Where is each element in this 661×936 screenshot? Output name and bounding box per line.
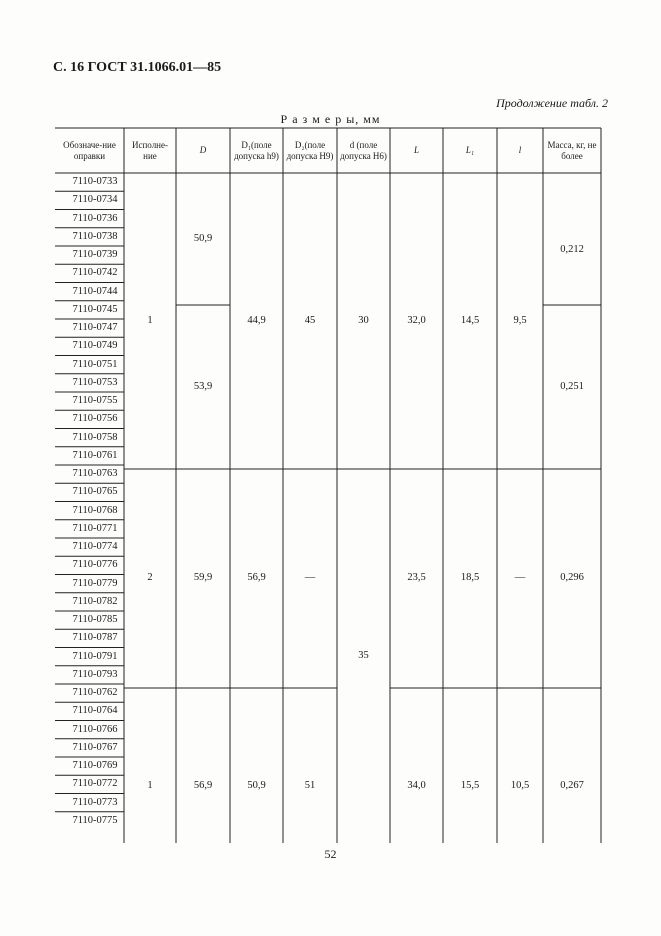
column-header-L: L xyxy=(413,145,419,156)
table-row-designation: 7110-0774 xyxy=(72,541,118,553)
table-row-designation: 7110-0764 xyxy=(72,705,118,717)
column-header-D2: D₂(поле допуска H9) xyxy=(286,139,334,161)
group3-L: 34,0 xyxy=(407,779,426,791)
group1-D1: 44,9 xyxy=(247,314,266,326)
group1-l: 9,5 xyxy=(513,314,527,326)
table-row-designation: 7110-0763 xyxy=(72,468,118,480)
table-row-designation: 7110-0787 xyxy=(72,632,118,644)
table-row-designation: 7110-0768 xyxy=(72,504,118,516)
table-row-designation: 7110-0742 xyxy=(72,267,118,279)
page-number: 52 xyxy=(324,847,337,861)
table-row-designation: 7110-0755 xyxy=(72,395,118,407)
table-row-designation: 7110-0782 xyxy=(72,595,118,607)
table-row-designation: 7110-0767 xyxy=(72,741,118,753)
table-row-designation: 7110-0756 xyxy=(72,413,118,425)
table-continuation-note: Продолжение табл. 2 xyxy=(496,96,608,110)
group2-L: 23,5 xyxy=(407,572,426,584)
table-row-designation: 7110-0762 xyxy=(72,687,118,699)
table-row-designation: 7110-0733 xyxy=(72,176,118,188)
table-row-designation: 7110-0738 xyxy=(72,230,118,242)
table-row-designation: 7110-0747 xyxy=(72,322,118,334)
table-row-designation: 7110-0745 xyxy=(72,303,118,315)
table-row-designation: 7110-0765 xyxy=(72,486,118,498)
group1-D-a: 50,9 xyxy=(193,232,213,244)
group1-version: 1 xyxy=(147,314,153,326)
group1-L: 32,0 xyxy=(407,314,426,326)
table-row-designation: 7110-0791 xyxy=(72,650,118,662)
group3-version: 1 xyxy=(147,779,153,791)
table-row-designation: 7110-0769 xyxy=(72,760,118,772)
group3-D: 56,9 xyxy=(193,779,213,791)
column-header-D: D xyxy=(199,145,207,156)
column-header-mass: Масса, кг, не более xyxy=(547,139,597,161)
table-row-designation: 7110-0734 xyxy=(72,194,118,206)
page-header: С. 16 ГОСТ 31.1066.01—85 xyxy=(53,60,222,75)
sizes-caption: Р а з м е р ы, мм xyxy=(280,112,381,126)
group2-L1: 18,5 xyxy=(460,572,480,584)
group1-D2: 45 xyxy=(304,314,316,326)
table-row-designation: 7110-0744 xyxy=(72,285,118,297)
group2-D: 59,9 xyxy=(193,572,213,584)
table-row-designation: 7110-0749 xyxy=(72,340,118,352)
table-row-designation: 7110-0739 xyxy=(72,249,118,261)
column-header-designation: Обозначе-ние оправки xyxy=(63,139,116,161)
table-row-designation: 7110-0772 xyxy=(72,778,118,790)
group2-d: 35 xyxy=(358,649,369,661)
table-row-designation: 7110-0775 xyxy=(72,814,118,826)
table-row-designation: 7110-0779 xyxy=(72,577,118,589)
column-header-l: l xyxy=(518,145,522,156)
group2-mass: 0,296 xyxy=(560,572,584,584)
column-header-D1: D₁(поле допуска h9) xyxy=(234,139,279,161)
group2-D1: 56,9 xyxy=(247,572,266,584)
group1-mass-b: 0,251 xyxy=(560,380,584,392)
table-row-designation: 7110-0771 xyxy=(72,522,118,534)
table-row-designation: 7110-0751 xyxy=(72,358,118,370)
column-header-L1: L₁ xyxy=(465,145,475,156)
group2-D2: — xyxy=(304,572,316,584)
table-row-designation: 7110-0736 xyxy=(72,212,118,224)
column-header-d: d (поле допуска H6) xyxy=(340,139,387,161)
group1-mass-a: 0,212 xyxy=(560,244,584,256)
table-row-designation: 7110-0785 xyxy=(72,614,118,626)
group3-D1: 50,9 xyxy=(247,779,266,791)
column-header-version: Исполне-ние xyxy=(132,139,168,161)
group2-version: 2 xyxy=(147,572,153,584)
group2-l: — xyxy=(514,572,526,584)
table-row-designation: 7110-0766 xyxy=(72,723,118,735)
group1-D-b: 53,9 xyxy=(193,380,213,392)
table-row-designation: 7110-0761 xyxy=(72,449,118,461)
table-row-designation: 7110-0753 xyxy=(72,376,118,388)
table-row-designation: 7110-0758 xyxy=(72,431,118,443)
group3-l: 10,5 xyxy=(510,779,530,791)
group3-mass: 0,267 xyxy=(560,779,584,791)
group3-D2: 51 xyxy=(304,779,316,791)
table-row-designation: 7110-0793 xyxy=(72,668,118,680)
group1-L1: 14,5 xyxy=(460,314,480,326)
group3-L1: 15,5 xyxy=(460,779,480,791)
table-row-designation: 7110-0773 xyxy=(72,796,118,808)
group1-d: 30 xyxy=(358,314,369,326)
table-row-designation: 7110-0776 xyxy=(72,559,118,571)
